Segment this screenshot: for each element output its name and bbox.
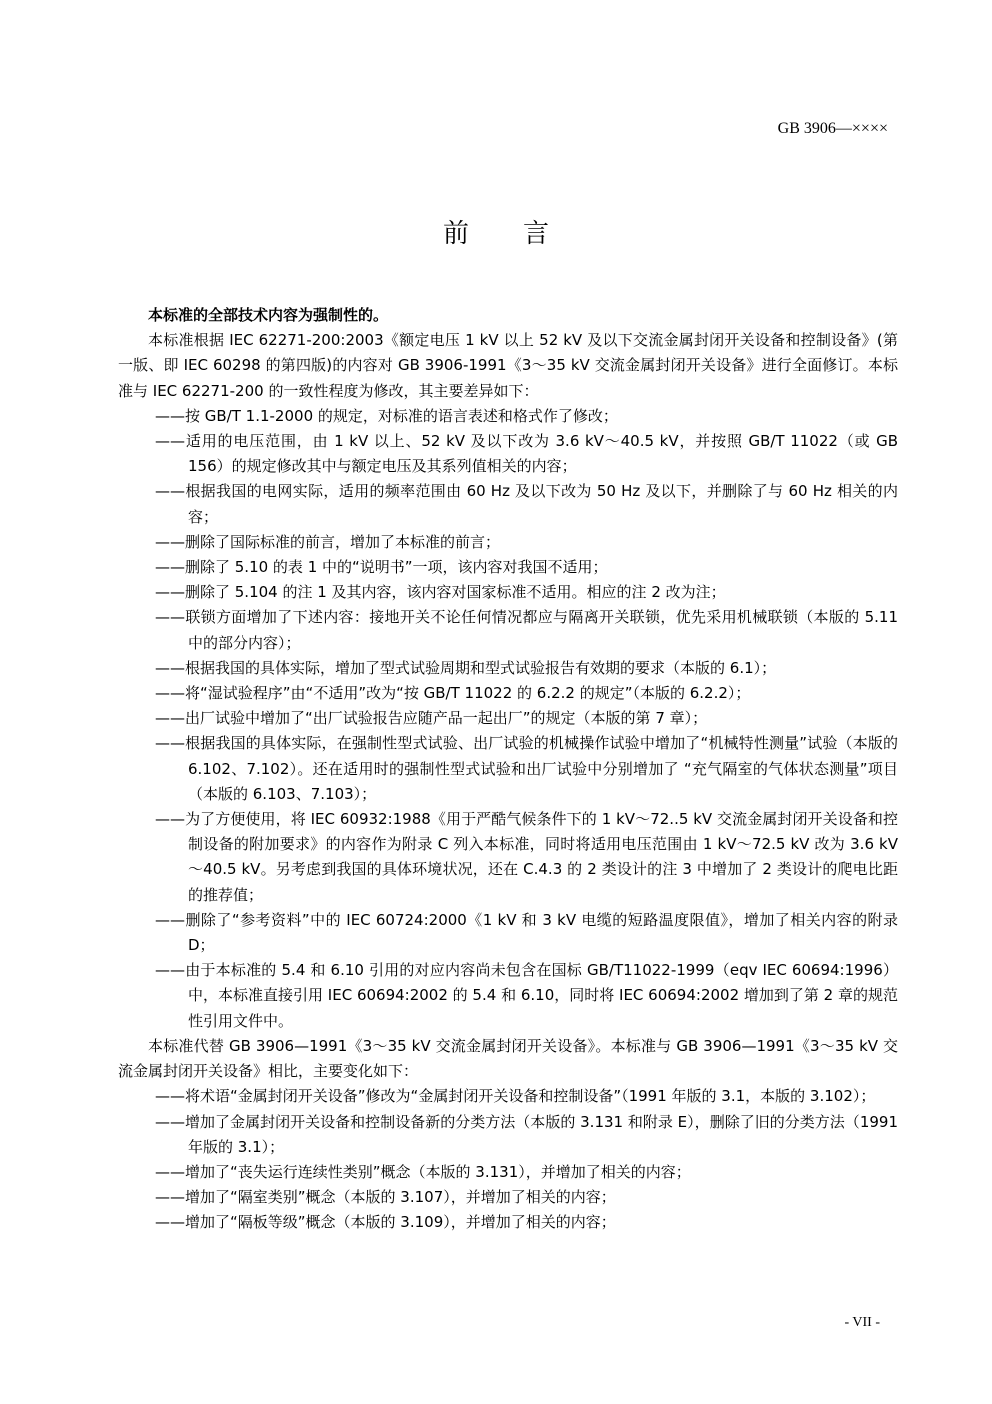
list-item: ——删除了 5.10 的表 1 中的“说明书”一项，该内容对我国不适用； [155,558,608,577]
list-item: ——将“湿试验程序”由“不适用”改为“按 GB/T 11022 的 6.2.2 的规定”（本版的 6.2.2）； [155,684,751,703]
list-item: ——适用的电压范围，由 1 kV 以上、52 kV 及以下改为 3.6 kV～40.5 kV，并按照 GB/T 11022（或 GB 156）的规定修改其中与额定电压及其系列值相关的内容； [155,432,898,476]
standard-number: GB 3906—×××× [777,120,888,137]
paragraph: 本标准的全部技术内容为强制性的。 [148,306,389,324]
list-item: ——联锁方面增加了下述内容：接地开关不论任何情况都应与隔离开关联锁，优先采用机械联锁（本版的 5.11 中的部分内容）； [155,608,898,652]
page-number: - VII - [844,1315,880,1330]
list-item: ——出厂试验中增加了“出厂试验报告应随产品一起出厂”的规定（本版的第 7 章）； [155,709,708,728]
list-item: ——删除了国际标准的前言，增加了本标准的前言； [155,532,501,551]
list-item: ——由于本标准的 5.4 和 6.10 引用的对应内容尚未包含在国标 GB/T11022-1999（eqv IEC 60694:1996）中，本标准直接引用 IEC 60694:2002 的 5.4 和 6.10，同时将 IEC 60694:2002 增加到了第 2 章的规范性引用文件中。 [155,961,898,1030]
page-title: 前言 [442,219,603,249]
list-item: ——增加了金属封闭开关设备和控制设备新的分类方法（本版的 3.131 和附录 E），删除了旧的分类方法（1991 年版的 3.1）； [155,1112,898,1156]
list-item: ——为了方便使用，将 IEC 60932:1988《用于严酷气候条件下的 1 kV～72..5 kV 交流金属封闭开关设备和控制设备的附加要求》的内容作为附录 C 列入本标准，同时将适用电压范围由 1 kV～72.5 kV 改为 3.6 kV～40.5 kV。另考虑到我国的具体环境状况，还在 C.4.3 的 2 类设计的注 3 中增加了 2 类设计的爬电比距的推荐值； [155,810,898,904]
list-item: ——增加了“丧失运行连续性类别”概念（本版的 3.131），并增加了相关的内容； [155,1162,691,1181]
list-item: ——增加了“隔板等级”概念（本版的 3.109），并增加了相关的内容； [155,1213,616,1232]
list-item: ——删除了 5.104 的注 1 及其内容，该内容对国家标准不适用。相应的注 2 改为注； [155,583,726,602]
document-body [118,303,898,1236]
list-item: ——将术语“金属封闭开关设备”修改为“金属封闭开关设备和控制设备”（1991 年版的 3.1，本版的 3.102）； [155,1087,876,1106]
list-item: ——根据我国的电网实际，适用的频率范围由 60 Hz 及以下改为 50 Hz 及以下，并删除了与 60 Hz 相关的内容； [155,482,898,526]
paragraph: 本标准代替 GB 3906—1991《3～35 kV 交流金属封闭开关设备》。本标准与 GB 3906—1991《3～35 kV 交流金属封闭开关设备》相比，主要变化如下： [118,1036,898,1081]
list-item: ——删除了“参考资料”中的 IEC 60724:2000《1 kV 和 3 kV 电缆的短路温度限值》，增加了相关内容的附录 D； [155,910,898,955]
list-item: ——增加了“隔室类别”概念（本版的 3.107），并增加了相关的内容； [155,1188,616,1207]
list-item: ——根据我国的具体实际，增加了型式试验周期和型式试验报告有效期的要求（本版的 6.1）； [155,658,777,677]
list-item: ——根据我国的具体实际，在强制性型式试验、出厂试验的机械操作试验中增加了“机械特性测量”试验（本版的 6.102、7.102）。还在适用时的强制性型式试验和出厂试验中分别增加了 “充气隔室的气体状态测量”项目（本版的 6.103、7.103）； [155,734,898,803]
paragraph: 本标准根据 IEC 62271-200:2003《额定电压 1 kV 以上 52 kV 及以下交流金属封闭开关设备和控制设备》(第一版、即 IEC 60298 的第四版)的内容对 GB 3906-1991《3～35 kV 交流金属封闭开关设备》进行全面修订。本标准与 IEC 62271-200 的一致性程度为修改，其主要差异如下： [118,331,898,400]
list-item: ——按 GB/T 1.1-2000 的规定，对标准的语言表述和格式作了修改； [155,406,618,425]
